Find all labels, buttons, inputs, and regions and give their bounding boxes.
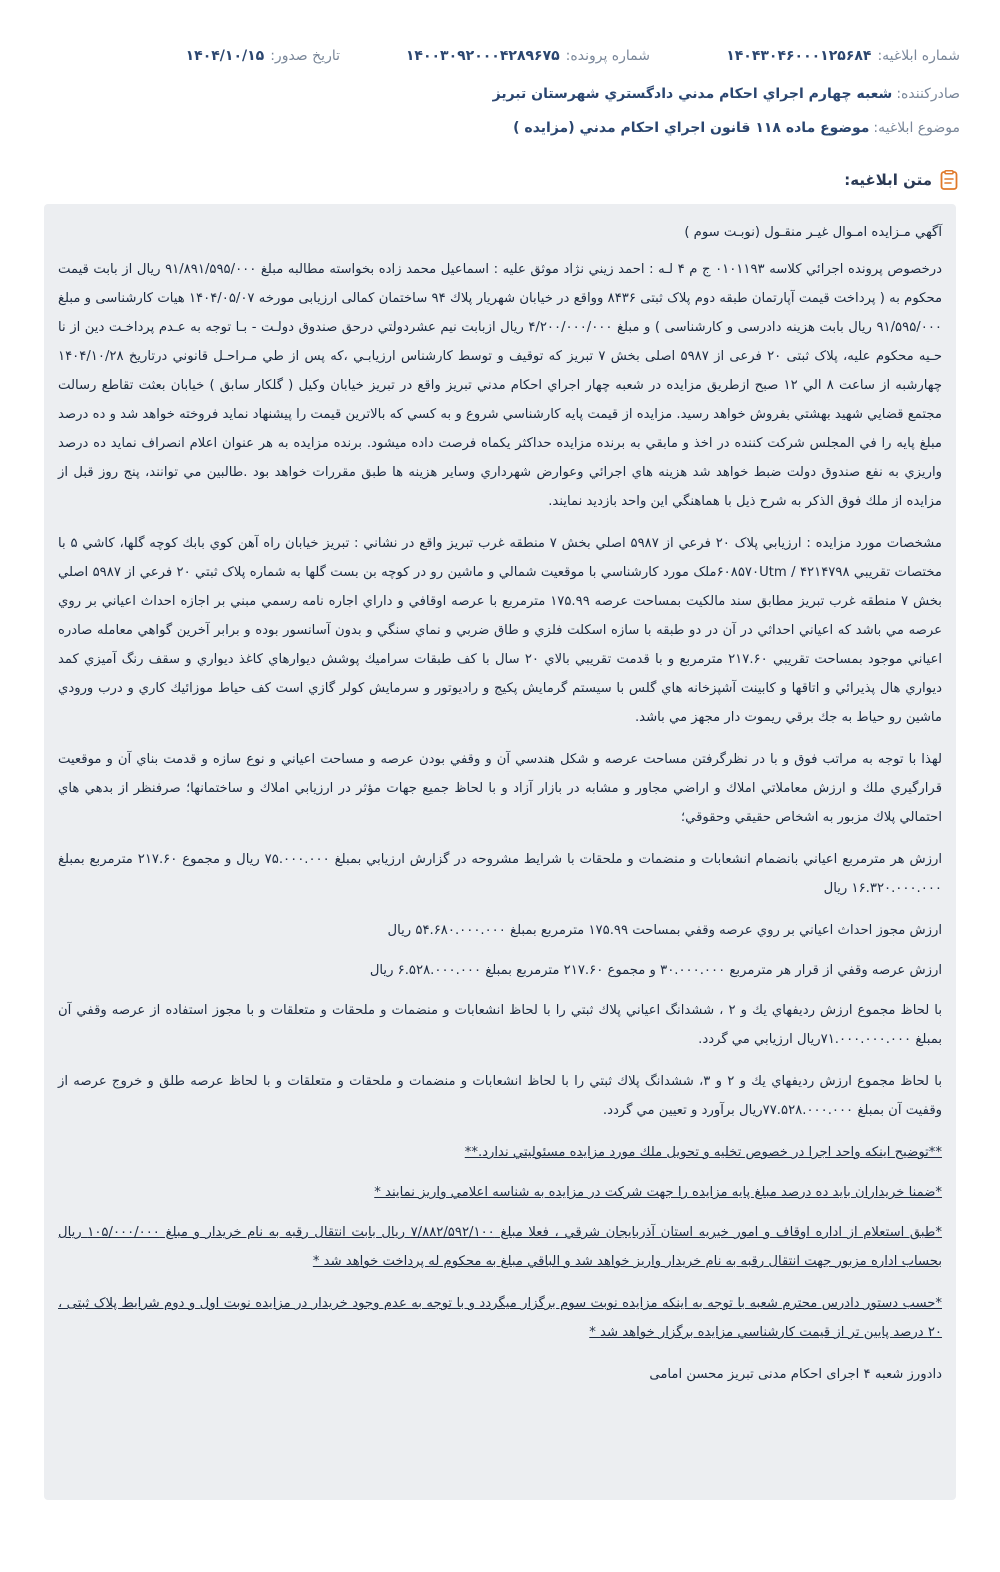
- header-meta-row: [40, 48, 960, 70]
- note-deposit: *ضمنا خريداران بايد ده درصد مبلغ پايه مزايده را جهت شركت در مزايده به شناسه اعلامي واريز نمايند *: [374, 1185, 942, 1200]
- case-number-field: [406, 48, 650, 64]
- paragraph-total-value-1: با لحاظ مجموع ارزش رديفهاي يك و ۲ ، ششدانگ اعياني پلاك ثبتي را با لحاظ انشعابات و منضمات و ملحقات و متعلقات و با مجوز استفاده از عرصه وقفي آن بمبلغ ۷۱.۰۰۰.۰۰۰.۰۰۰ريال ارزيابي مي گردد.: [58, 1003, 942, 1047]
- notice-text-title: متن ابلاغیه:: [844, 171, 932, 189]
- notice-text-heading: [844, 170, 958, 190]
- paragraph-property-specs: مشخصات مورد مزايده : ارزيابي پلاک ۲۰ فرعي از ۵۹۸۷ اصلي بخش ۷ منطقه غرب تبريز واقع در نشاني : تبريز خيابان راه آهن كوي بابك كوچه گلها، كاشي ۵ با مختصات تقريبي ۴۲۱۴۷۹۸ / ۶۰۸۵۷۰Utmملک مورد کارشناسي با موقعيت شمالي و ماشين رو در کوچه بن بست گلها به شماره پلاک ثبتي ۲۰ فرعي از ۵۹۸۷ اصلي بخش ۷ منطقه غرب تبريز مطابق سند مالكيت بمساحت عرصه ۱۷۵.۹۹ مترمربع با عرصه اوقافي و داراي اجاره نامه رسمي مبني بر اجازه احداث اعياني بر روي عرصه مي باشد كه اعياني احداثي در آن در دو طبقه با سازه اسكلت فلزي و طاق ضربي و نماي سنگي و بدون آسانسور بوده و برابر آخرين گواهي معامله صادره اعياني موجود بمساحت تقريبي ۲۱۷.۶۰ مترمربع و با قدمت تقريبي بالاي ۲۰ سال با كف طبقات سراميك پوشش ديوارهاي كاغذ ديواري و سقف رنگ آميزي كمد ديواري هال پذيرائي و اتاقها و كابينت آشپزخانه هاي گلس با سيستم گرمايش پكيج و راديوتور و سرمايش كولر گازي است كف حياط موزائيك كاري و درب ورودي ماشين رو حياط به جك برقي ريموت دار مجهز مي باشد.: [58, 536, 942, 725]
- case-number-value: ۱۴۰۰۳۰۹۲۰۰۰۴۲۸۹۶۷۵: [405, 48, 560, 64]
- issue-date-label: تاریخ صدور:: [270, 48, 340, 64]
- note-eviction: **توضيح اينكه واحد اجرا در خصوص تخليه و تحويل ملك مورد مزايده مسئوليتي ندارد.**: [464, 1145, 942, 1160]
- paragraph-case-details: درخصوص پرونده اجرائي كلاسه ۰۱۰۱۱۹۳ ج م ۴ لـه : احمد زيني نژاد موثق عليه : اسماعيل محمد زاده بخواسته مطالبه مبلغ ۹۱/۸۹۱/۵۹۵/۰۰۰ ريال از بابت قيمت محكوم به ( پرداخت قيمت آپارتمان طبقه دوم پلاک ثبتی ۸۴۳۶ وواقع در خيابان شهريار پلاك ۹۴ ساختمان كمالی ارزيابی مورخه ۱۴۰۴/۰۵/۰۷ هيات كارشناسی و مبلغ ۹۱/۵۹۵/۰۰۰ ريال بابت هزينه دادرسی و كارشناسی ) و مبلغ ۴/۲۰۰/۰۰۰/۰۰۰ ريال ازبابت نيم عشردولتي درحق صندوق دولـت - بـا توجه به عـدم پرداخـت دين از نا حـيه محكوم عليه، پلاک ثبتی ۲۰ فرعی از ۵۹۸۷ اصلی بخش ۷ تبريز كه توقيف و توسط كارشناس ارزيابـي ،كه پس از طي مـراحـل قانوني درتاريخ ۱۴۰۴/۱۰/۲۸ چهارشبه از ساعت ۸ الي ۱۲ صبح ازطريق مزايده در شعبه چهار اجراي احكام مدني تبريز واقع در تبريز خيابان وكيل ( گلكار سابق ) خيابان بعثت تقاطع رسالت مجتمع قضايي شهيد بهشتي بفروش خواهد رسيد. مزايده از قيمت پايه كارشناسي شروع و به كسي كه بالاترين قيمت را پيشنهاد نمايد فروخته خواهد شد و ده درصد مبلغ پايه را في المجلس شركت كننده در اخذ و مابقي به برنده مزايده حداكثر يكماه فرصت داده ميشود. برنده مزايده به هر عنوان اعلام انصراف نمايد ده درصد واريزي به نفع صندوق دولت ضبط خواهد شد هزينه هاي اجرائي وعوارض شهرداري وساير هزينه ها طبق مقررات خواهد بود .طالبين مي توانند، پنج روز قبل از مزايده از ملك فوق الذكر به شرح ذيل با هماهنگي اين واحد بازديد نمايند.: [58, 262, 943, 509]
- issue-date-field: [186, 48, 340, 64]
- paragraph-evaluation-basis: لهذا با توجه به مراتب فوق و با در نظرگرفتن مساحت عرصه و شكل هندسي آن و وقفي بودن عرصه و مساحت اعياني و نوع سازه و قدمت بناي آن و موقعيت قرارگيري ملك و ارزش معاملاتي املاك و اراضي مجاور و مشابه در بازار آزاد و با لحاظ جميع جهات مؤثر در ارزيابي املاك و ساختمانها؛ صرفنظر از بدهي هاي احتمالي پلاك مزبور به اشخاص حقيقي وحقوقي؛: [58, 752, 942, 825]
- paragraph-permit-value: ارزش مجوز احداث اعياني بر روي عرصه وقفي بمساحت ۱۷۵.۹۹ مترمربع بمبلغ ۵۴.۶۸۰.۰۰۰.۰۰۰ ريال: [387, 923, 942, 938]
- notice-number-value: ۱۴۰۴۳۰۴۶۰۰۰۱۲۵۶۸۴: [726, 48, 872, 64]
- signature-line: دادورز شعبه ۴ اجرای احکام مدنی تبریز محسن امامی: [649, 1367, 942, 1382]
- issuer-label: صادرکننده:: [896, 86, 960, 102]
- paragraph-building-value: ارزش هر مترمربع اعياني بانضمام انشعابات و منضمات و ملحقات با شرايط مشروحه در گزارش ارزيابي بمبلغ ۷۵.۰۰۰.۰۰۰ ريال و مجموع ۲۱۷.۶۰ مترمربع بمبلغ ۱۶.۳۲۰.۰۰۰.۰۰۰ ريال: [58, 852, 942, 896]
- subject-field: [513, 120, 960, 136]
- case-number-label: شماره پرونده:: [565, 48, 650, 64]
- issuer-field: [493, 86, 960, 102]
- auction-title: آگهي مـزايده امـوال غيـر منقـول (نوبـت سوم ): [684, 225, 942, 240]
- notice-content-box: [44, 204, 956, 1500]
- paragraph-land-value: ارزش عرصه وقفي از قرار هر مترمربع ۳۰.۰۰۰.۰۰۰ و مجموع ۲۱۷.۶۰ مترمربع بمبلغ ۶.۵۲۸.۰۰۰.۰۰۰ ريال: [369, 963, 942, 978]
- note-third-round: *حسب دستور دادرس محترم شعبه با توجه به اينكه مزايده نوبت سوم برگزار ميگردد و با توجه به عدم وجود خريدار در مزايده نوبت اول و دوم شرايط پلاک ثبتی ، ۲۰ درصد پايين تر از قيمت كارشناسي مزايده برگزار خواهد شد *: [58, 1296, 942, 1340]
- document-icon: [940, 170, 958, 190]
- issuer-value: شعبه چهارم اجراي احكام مدني دادگستري شهرستان تبريز: [492, 86, 893, 102]
- issue-date-value: ۱۴۰۴/۱۰/۱۵: [185, 48, 265, 64]
- note-endowment: *طبق استعلام از اداره اوقاف و امور خيريه استان آذربايجان شرقي ، فعلا مبلغ ۷/۸۸۲/۵۹۲/۱۰۰ ريال بابت انتقال رقبه به نام خريدار و مبلغ ۱۰۵/۰۰۰/۰۰۰ ريال بحساب اداره مزبور جهت انتقال رقبه به نام خريدار واريز خواهد شد و الباقي مبلغ به محكوم له پرداخت خواهد شد *: [58, 1225, 942, 1269]
- notice-number-field: [726, 48, 960, 64]
- paragraph-total-value-2: با لحاظ مجموع ارزش رديفهاي يك و ۲ و ۳، ششدانگ پلاك ثبتي را با لحاظ انشعابات و منضمات و ملحقات و متعلقات و با لحاظ عرصه طلق و خروج عرصه از وقفيت آن بمبلغ ۷۷.۵۲۸.۰۰۰.۰۰۰ريال برآورد و تعيين مي گردد.: [58, 1074, 942, 1118]
- notice-number-label: شماره ابلاغیه:: [877, 48, 960, 64]
- subject-value: موضوع ماده ۱۱۸ قانون اجراي احكام مدني (مزايده ): [513, 120, 870, 136]
- subject-label: موضوع ابلاغیه:: [873, 120, 960, 136]
